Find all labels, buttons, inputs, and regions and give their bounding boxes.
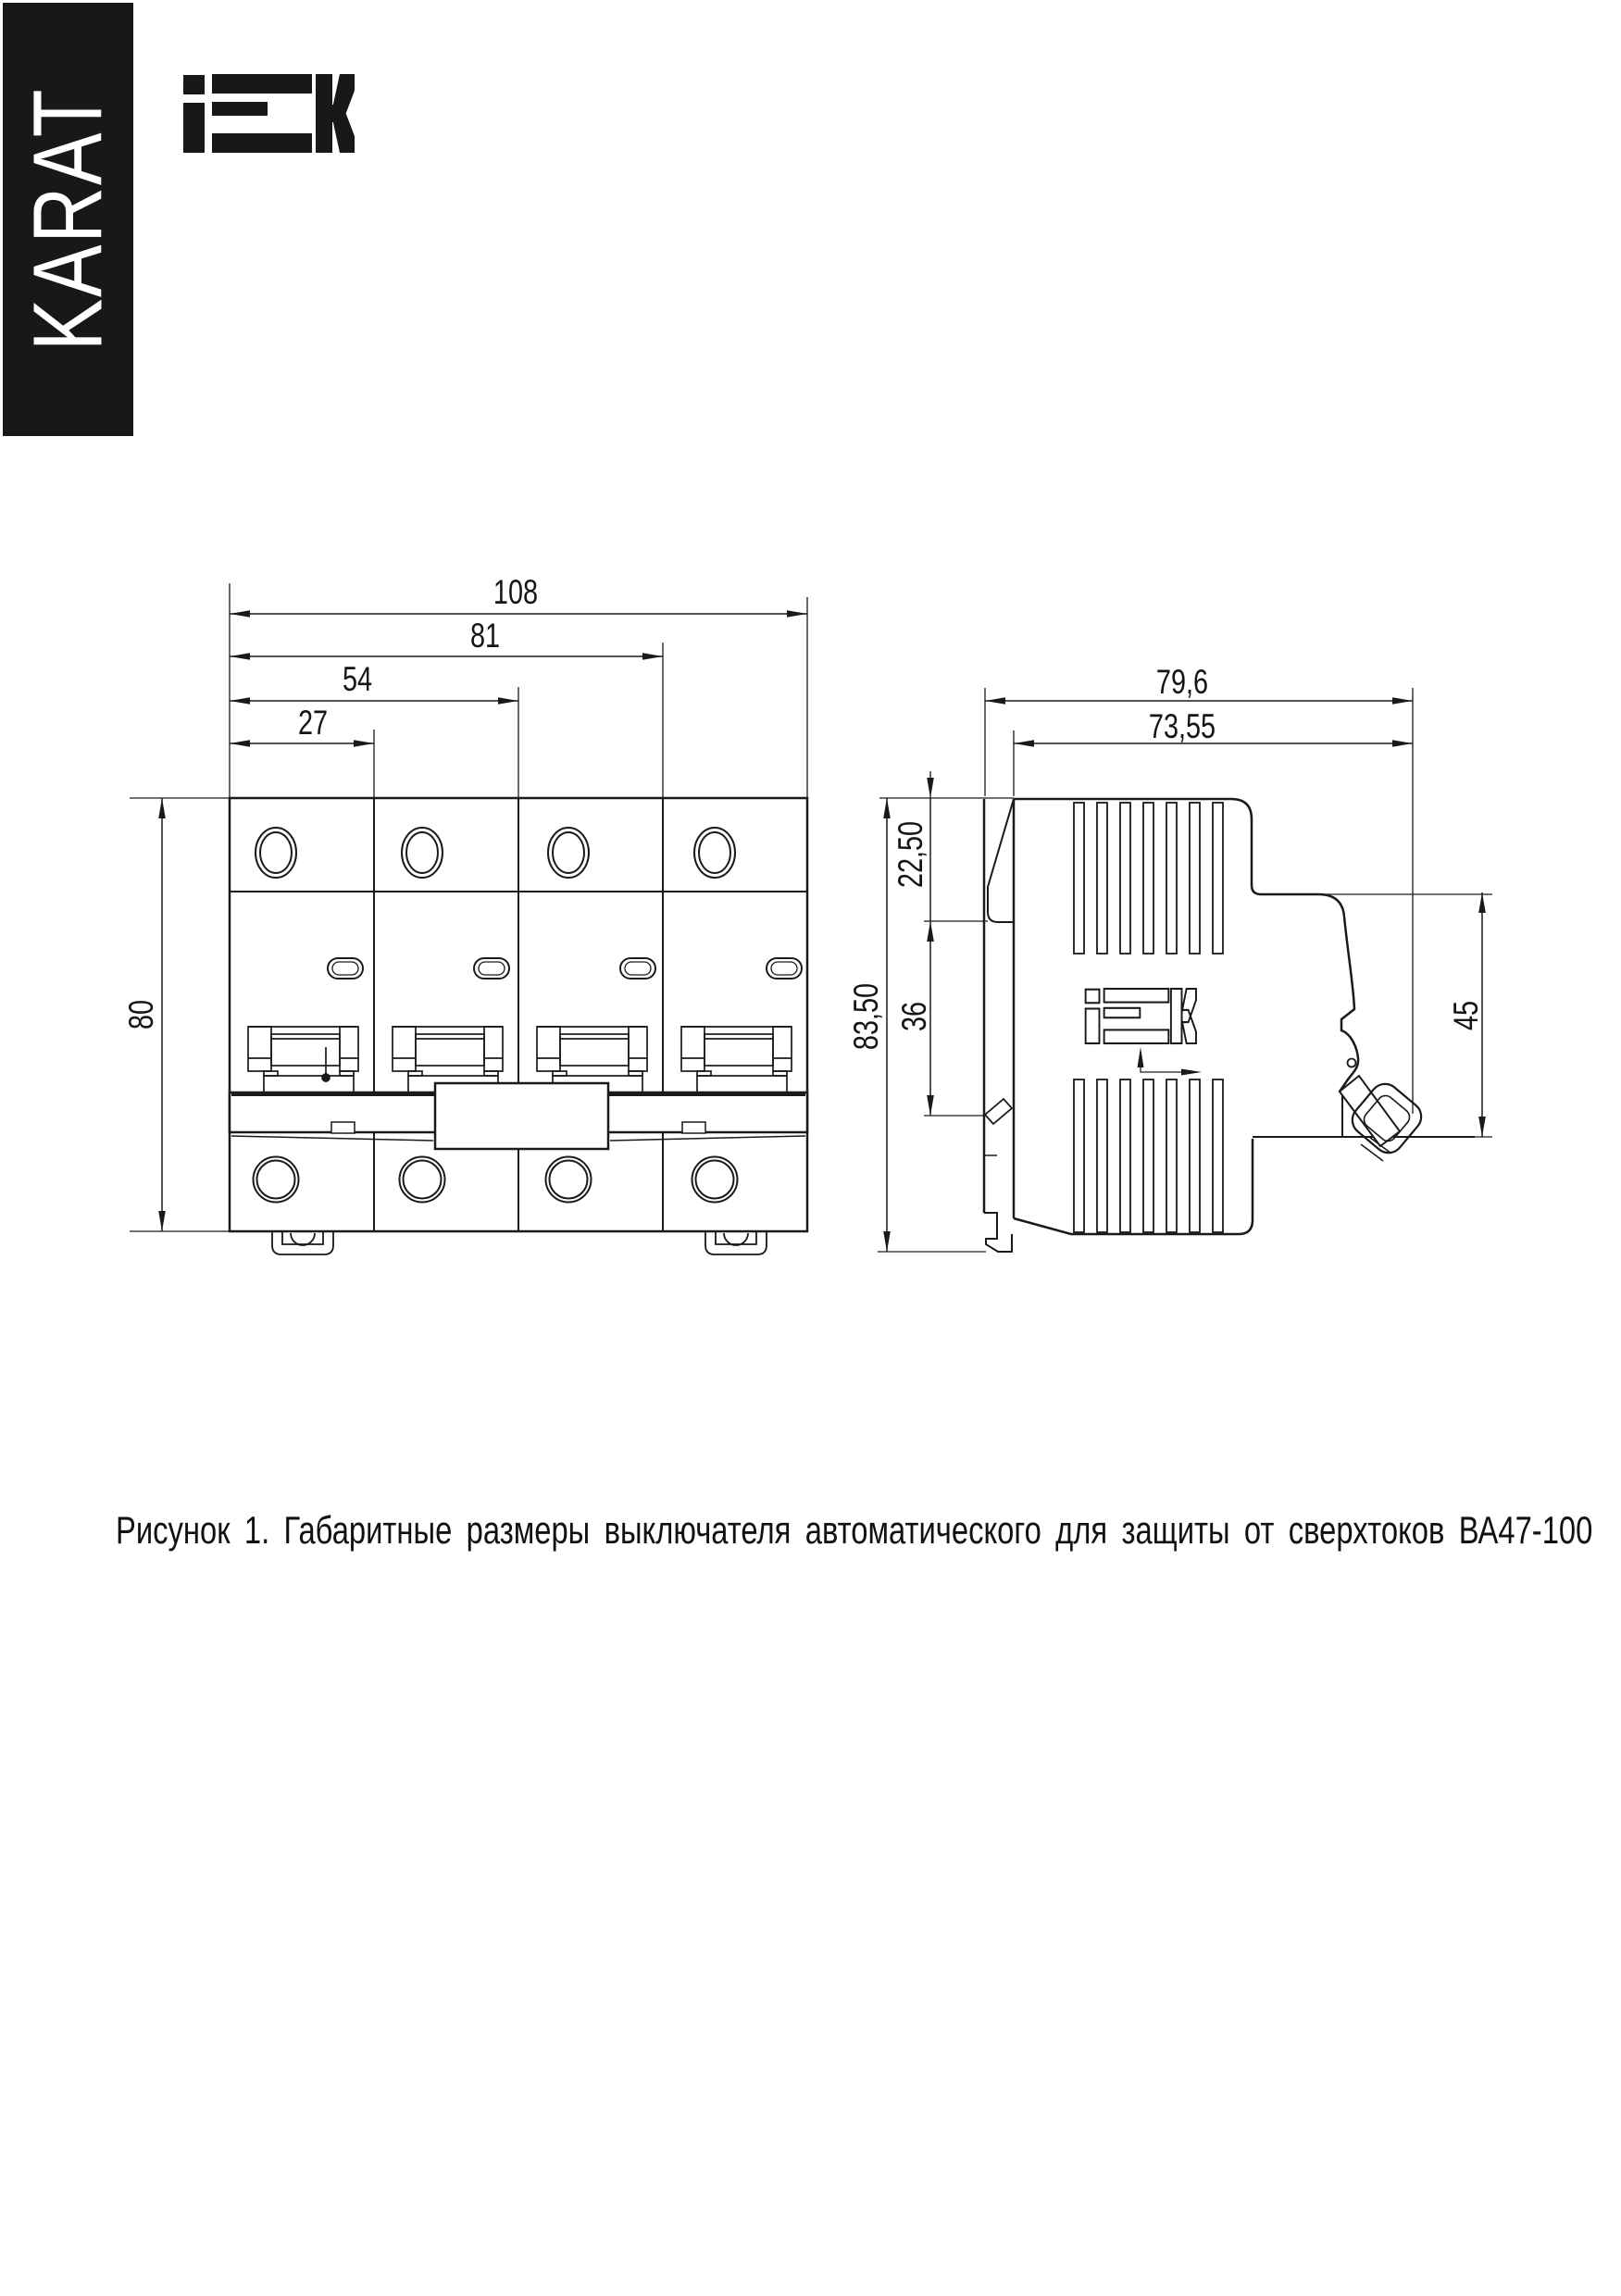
spring-clip	[984, 1213, 1012, 1252]
dim-label-54: 54	[342, 660, 373, 698]
side-dimension-lines	[887, 701, 1482, 1252]
front-pole-separators	[374, 798, 663, 1231]
dim-label-83-50: 83,50	[847, 982, 885, 1051]
side-extension-lines	[878, 688, 1492, 1252]
dim-label-79-6: 79,6	[1155, 663, 1209, 701]
indicator-windows	[328, 958, 802, 979]
vent-slots-top	[1074, 803, 1223, 954]
dim-label-80: 80	[122, 999, 160, 1030]
top-din-hook	[988, 799, 1014, 922]
vent-slots-bottom	[1074, 1079, 1223, 1232]
din-rail-clips	[272, 1231, 767, 1254]
lever-pin	[1348, 1059, 1356, 1067]
dim-label-36: 36	[895, 1001, 933, 1032]
dim-label-27: 27	[297, 704, 329, 742]
karat-label: KARAT	[13, 87, 122, 352]
dim-label-22-50: 22,50	[892, 820, 929, 889]
side-view	[878, 688, 1492, 1252]
din-claw	[985, 1099, 1012, 1124]
operating-lever	[1340, 1076, 1428, 1161]
side-dimension-arrows	[883, 697, 1486, 1252]
handle-tie-bar	[230, 1083, 807, 1149]
dim-label-73-55: 73,55	[1148, 707, 1216, 745]
handle-lock-plate	[435, 1083, 608, 1149]
bottom-terminal-screws	[254, 1157, 738, 1203]
side-body	[984, 799, 1475, 1252]
iek-embossed-logo	[1086, 989, 1196, 1043]
dim-label-108: 108	[493, 573, 539, 611]
slot-callout	[1138, 1047, 1203, 1076]
figure-caption: Рисунок 1. Габаритные размеры выключателя автоматического для защиты от сверхтоков ВА47-100	[116, 1508, 1593, 1552]
front-view	[130, 583, 807, 1254]
dim-label-81: 81	[469, 617, 501, 655]
dim-label-45: 45	[1447, 1000, 1485, 1031]
